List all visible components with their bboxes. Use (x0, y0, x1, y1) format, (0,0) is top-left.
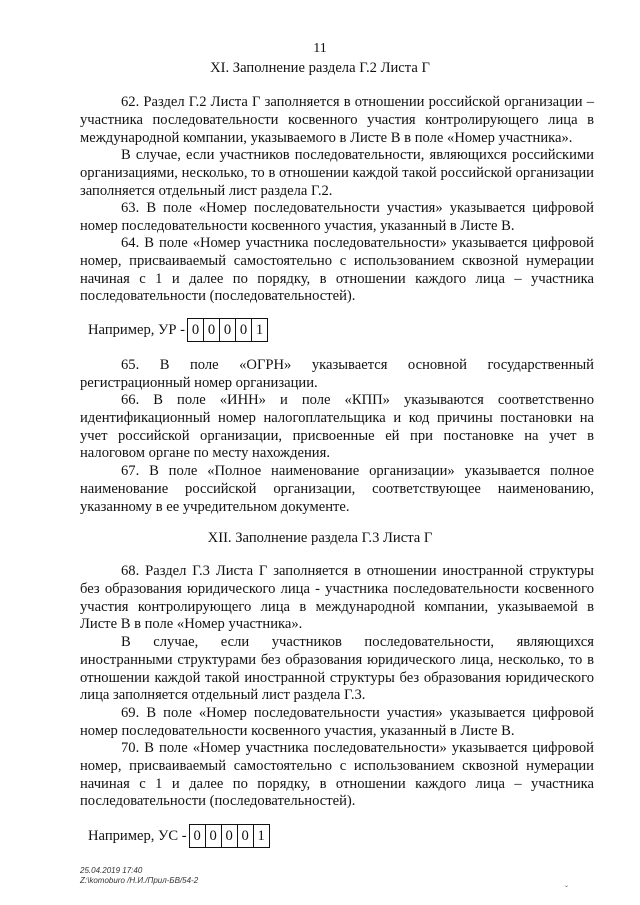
example-ur-cells (187, 318, 268, 342)
scan-mark-icon: ˇ (565, 884, 568, 894)
paragraph-68: 68. Раздел Г.3 Листа Г заполняется в отношении иностранной структуры без образования юридического лица - участника последовательности косвенного участия контролирующего лица в международной компании, указываемой в Листе В в поле «Номер участника». (80, 563, 594, 633)
example-us-digit: 1 (253, 825, 269, 847)
example-ur-digit: 0 (203, 319, 219, 341)
paragraph-67: 67. В поле «Полное наименование организации» указывается полное наименование российской организации, соответствующее наименованию, указанному в ее учредительном документе. (80, 463, 594, 515)
paragraph-65: 65. В поле «ОГРН» указывается основной государственный регистрационный номер организации. (80, 357, 594, 391)
example-ur (88, 318, 268, 342)
example-ur-digit: 0 (191, 322, 200, 338)
paragraph-62: 62. Раздел Г.2 Листа Г заполняется в отношении российской организации – участника последовательности косвенного участия контролирующего лица в международной компании, указываемого в Листе В в поле «Номер участника». (80, 94, 594, 146)
section-11-heading: XI. Заполнение раздела Г.2 Листа Г (210, 60, 430, 76)
example-us-digit: 0 (221, 825, 237, 847)
paragraph-66: 66. В поле «ИНН» и поле «КПП» указываются соответственно идентификационный номер налогоплательщика и код причины постановки на учет российской организации, присвоенные ей при постановке на учет в налоговом органе по месту нахождения. (80, 392, 594, 462)
example-ur-digit: 1 (251, 319, 267, 341)
paragraph-70: 70. В поле «Номер участника последовательности» указывается цифровой номер, присваиваемый самостоятельно с использованием сквозной нумерации начиная с 1 и далее по порядку, в отношении каждого лица – участника последовательности (последовательностей). (80, 740, 594, 810)
section-12-heading: XII. Заполнение раздела Г.3 Листа Г (207, 530, 433, 546)
example-us-label: Например, УС - (88, 827, 187, 844)
example-us-digit: 0 (205, 825, 221, 847)
footer-timestamp: 25.04.2019 17:40 (80, 866, 143, 875)
page-number: 11 (313, 41, 327, 56)
example-us-digit: 0 (193, 828, 201, 844)
example-ur-digit: 0 (219, 319, 235, 341)
example-us-digit: 0 (237, 825, 253, 847)
example-ur-digit: 0 (235, 319, 251, 341)
footer-file-path: Z:\komoburo /Н.И./Прил-БВ/54-2 (80, 876, 199, 885)
paragraph-69: 69. В поле «Номер последовательности участия» указывается цифровой номер последовательности косвенного участия, указанный в Листе В. (80, 705, 594, 739)
example-us-cells (189, 824, 270, 848)
paragraph-62-continuation: В случае, если участников последовательности, являющихся российскими организациями, несколько, то в отношении каждой такой российской организации заполняется отдельный лист раздела Г.2. (80, 147, 594, 199)
paragraph-68-continuation: В случае, если участников последовательности, являющихся иностранными структурами без образования юридического лица, несколько, то в отношении каждой такой иностранной структуры без образования юридического лица заполняется отдельный лист раздела Г.3. (80, 634, 594, 704)
example-ur-label: Например, УР - (88, 321, 186, 338)
paragraph-64: 64. В поле «Номер участника последовательности» указывается цифровой номер, присваиваемый самостоятельно с использованием сквозной нумерации начиная с 1 и далее по порядку, в отношении каждого лица – участника последовательности (последовательностей). (80, 235, 594, 305)
example-us (88, 824, 270, 848)
paragraph-63: 63. В поле «Номер последовательности участия» указывается цифровой номер последовательности косвенного участия, указанный в Листе В. (80, 200, 594, 234)
